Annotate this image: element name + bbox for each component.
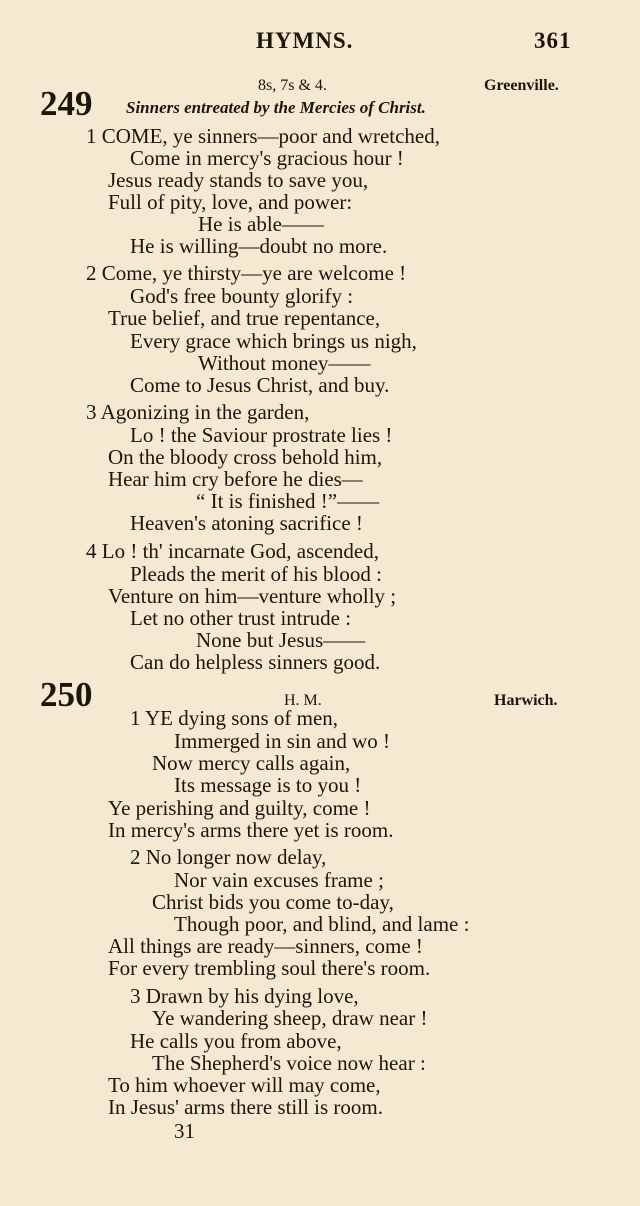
hymn-249-line: 1 COME, ye sinners—poor and wretched,: [86, 124, 441, 148]
running-title: HYMNS.: [256, 28, 354, 53]
hymn-249-line: Come to Jesus Christ, and buy.: [130, 373, 390, 397]
hymn-250-line: Its message is to you !: [174, 773, 362, 797]
hymn-249-line: 2 Come, ye thirsty—ye are welcome !: [86, 261, 407, 285]
hymn-249-line: 3 Agonizing in the garden,: [86, 400, 310, 424]
hymn-250-line: 3 Drawn by his dying love,: [130, 984, 359, 1008]
hymn-249-line: Full of pity, love, and power:: [108, 190, 353, 214]
hymn-250-number: 250: [40, 675, 93, 714]
hymn-249-line: Let no other trust intrude :: [130, 606, 352, 630]
hymn-249-line: Every grace which brings us nigh,: [130, 329, 417, 353]
hymn-250-line: Now mercy calls again,: [152, 751, 351, 775]
hymn-249-line: Pleads the merit of his blood :: [130, 562, 382, 586]
hymn-249-line: Lo ! the Saviour prostrate lies !: [130, 423, 393, 447]
hymn-249-line: On the bloody cross behold him,: [108, 445, 383, 469]
hymn-249-line: “ It is finished !”——: [196, 489, 380, 513]
hymn-250-line: Nor vain excuses frame ;: [174, 868, 384, 892]
hymn-250-line: In mercy's arms there yet is room.: [108, 818, 394, 842]
hymn-249-line: He is able——: [198, 212, 324, 236]
hymn-250-line: For every trembling soul there's room.: [108, 956, 431, 980]
hymn-250-tune: Harwich.: [494, 692, 558, 709]
hymn-249-line: Can do helpless sinners good.: [130, 650, 381, 674]
hymn-250-line: 2 No longer now delay,: [130, 845, 327, 869]
hymn-250-line: Christ bids you come to-day,: [152, 890, 394, 914]
hymn-249-meter: 8s, 7s & 4.: [258, 77, 327, 94]
hymn-249-line: Come in mercy's gracious hour !: [130, 146, 404, 170]
hymn-250-line: Ye perishing and guilty, come !: [108, 796, 371, 820]
hymn-250-line: Immerged in sin and wo !: [174, 729, 390, 753]
hymn-249-line: None but Jesus——: [196, 628, 366, 652]
hymn-250-line: In Jesus' arms there still is room.: [108, 1095, 383, 1119]
hymn-249-tune: Greenville.: [484, 77, 559, 94]
hymn-249-line: Without money——: [198, 351, 371, 375]
hymn-250-line: Though poor, and blind, and lame :: [174, 912, 470, 936]
signature-mark: 31: [174, 1119, 195, 1143]
hymn-249-subtitle: Sinners entreated by the Mercies of Christ.: [126, 98, 426, 117]
hymn-249-number: 249: [40, 84, 93, 123]
hymn-250-meter: H. M.: [284, 692, 322, 709]
hymn-249-line: God's free bounty glorify :: [130, 284, 354, 308]
hymn-250-line: All things are ready—sinners, come !: [108, 934, 423, 958]
hymn-249-line: He is willing—doubt no more.: [130, 234, 388, 258]
hymn-249-line: True belief, and true repentance,: [108, 306, 381, 330]
hymn-249-line: Jesus ready stands to save you,: [108, 168, 369, 192]
hymn-249-line: Hear him cry before he dies—: [108, 467, 363, 491]
hymn-249-line: Venture on him—venture wholly ;: [108, 584, 397, 608]
hymn-250-line: Ye wandering sheep, draw near !: [152, 1006, 428, 1030]
hymn-249-line: 4 Lo ! th' incarnate God, ascended,: [86, 539, 380, 563]
hymn-249-line: Heaven's atoning sacrifice !: [130, 511, 363, 535]
hymn-250-line: 1 YE dying sons of men,: [130, 706, 339, 730]
hymn-250-line: The Shepherd's voice now hear :: [152, 1051, 426, 1075]
hymn-250-line: He calls you from above,: [130, 1029, 342, 1053]
page-number: 361: [534, 28, 572, 53]
hymn-250-line: To him whoever will may come,: [108, 1073, 381, 1097]
